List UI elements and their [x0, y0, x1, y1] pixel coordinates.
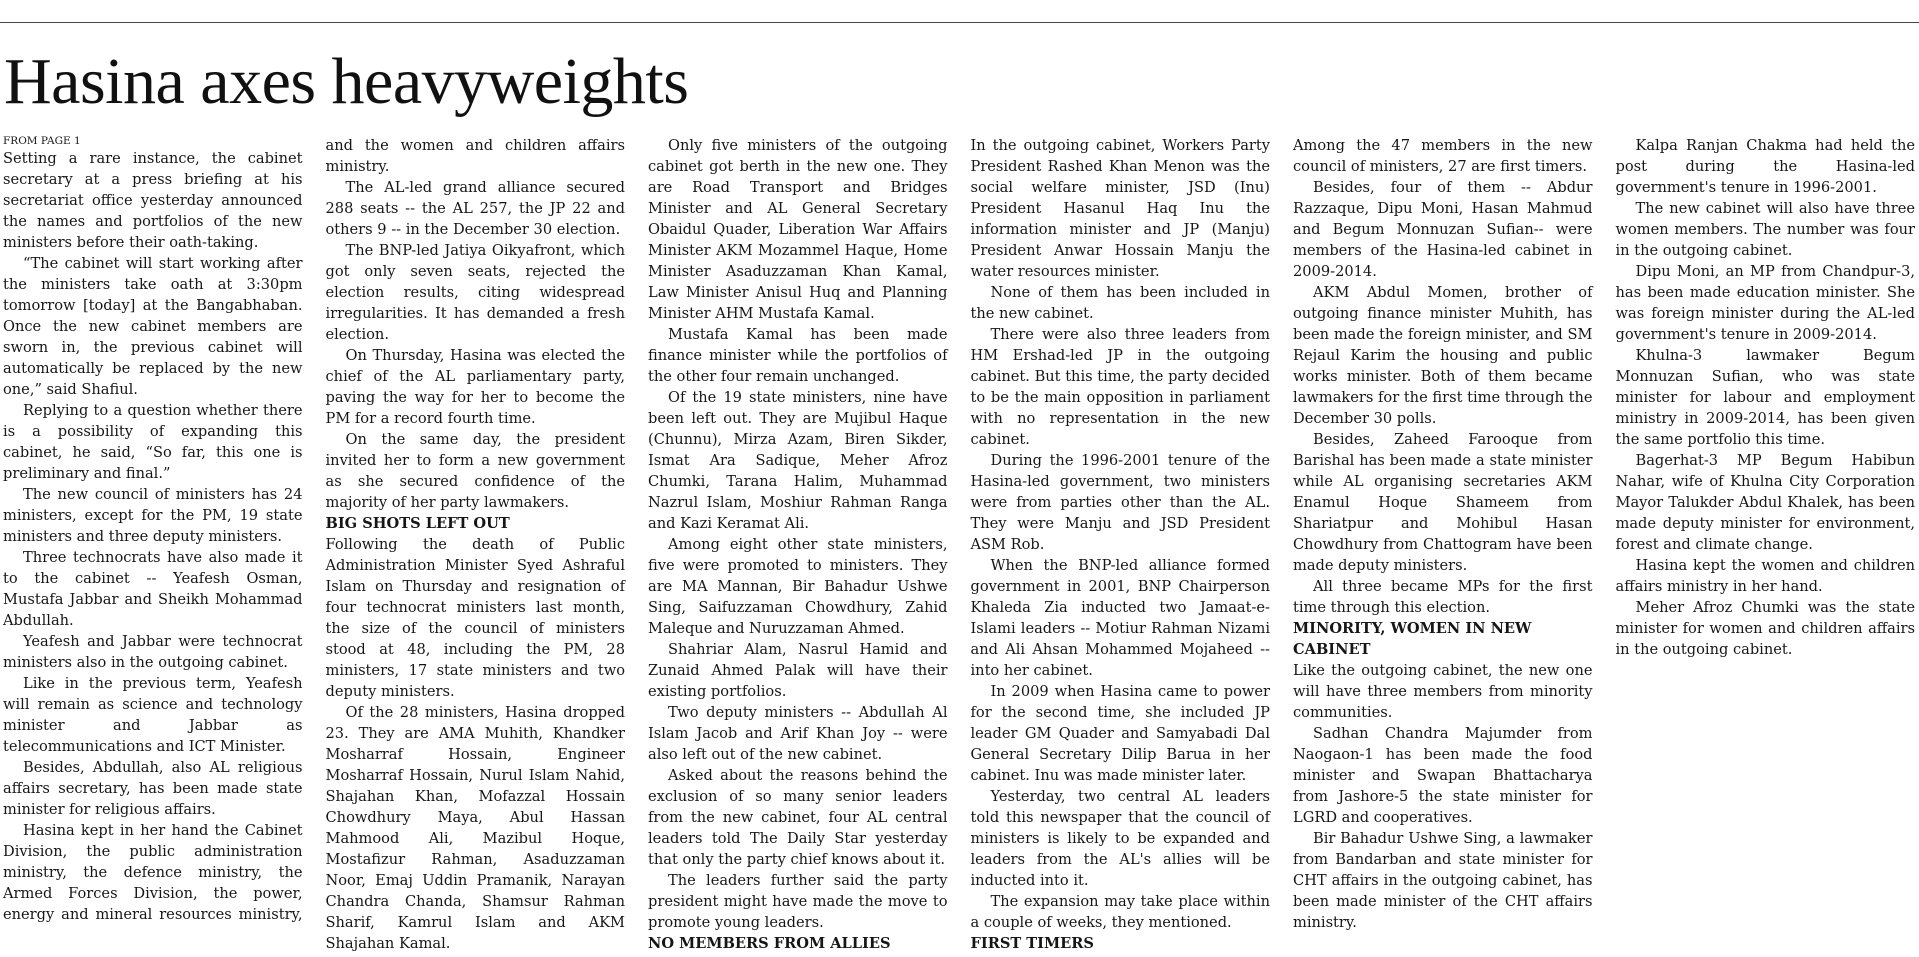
article-paragraph: Meher Afroz Chumki was the state minister for women and children affairs in the outgoing cabinet.	[1615, 599, 1915, 658]
article-paragraph: Asked about the reasons behind the exclusion of so many senior leaders from the new cabinet, four AL central leaders told The Daily Star yesterday that only the party chief knows about it.	[648, 767, 948, 868]
article-paragraph: Only five ministers of the outgoing cabinet got berth in the new one. They are Road Transport and Bridges Minister and AL General Secretary Obaidul Quader, Liberation War Affairs Minister AKM Mozammel Haque, Home Minister Asaduzzaman Khan Kamal, Law Minister Anisul Huq and Planning Minister AHM Mustafa Kamal.	[648, 137, 948, 322]
article-paragraph: Among eight other state ministers, five were promoted to ministers. They are MA Mannan, Bir Bahadur Ushwe Sing, Saifuzzaman Chowdhury, Zahid Maleque and Nuruzzaman Ahmed.	[648, 536, 948, 637]
article-paragraph: “The cabinet will start working after the ministers take oath at 3:30pm tomorrow [today] at the Bangabhaban. Once the new cabinet members are sworn in, the previous cabinet will automatically be replaced by the new one,” said Shafiul.	[3, 255, 303, 398]
article-paragraph: There were also three leaders from HM Ershad-led JP in the outgoing cabinet. But this time, the party decided to be the main opposition in parliament with no representation in the new cabinet.	[970, 326, 1270, 448]
article-paragraph: Besides, four of them -- Abdur Razzaque, Dipu Moni, Hasan Mahmud and Begum Monnuzan Sufian-- were members of the Hasina-led cabinet in 2009-2014.	[1293, 179, 1593, 280]
top-rule	[0, 22, 1919, 23]
article-paragraph: Bir Bahadur Ushwe Sing, a lawmaker from Bandarban and state minister for CHT affairs in the outgoing cabinet, has been made minister of the CHT affairs ministry.	[1293, 830, 1593, 931]
article-paragraph: AKM Abdul Momen, brother of outgoing finance minister Muhith, has been made the foreign minister, and SM Rejaul Karim the housing and public works minister. Both of them became lawmakers for the first time through the December 30 polls.	[1293, 284, 1593, 427]
article-paragraph: Setting a rare instance, the cabinet secretary at a press briefing at his secretariat office yesterday announced the names and portfolios of the new ministers before their oath-taking.	[3, 150, 303, 251]
article-paragraph: Like in the previous term, Yeafesh will remain as science and technology minister and Jabbar as telecommunications and ICT Minister.	[3, 675, 303, 755]
article-paragraph: The BNP-led Jatiya Oikyafront, which got only seven seats, rejected the election results, citing widespread irregularities. It has demanded a fresh election.	[325, 242, 625, 343]
headline: Hasina axes heavyweights	[4, 45, 689, 118]
article-paragraph: Among the 47 members in the new council of ministers, 27 are first timers.	[1293, 137, 1593, 175]
article-paragraph: All three became MPs for the first time through this election.	[1293, 578, 1593, 616]
article-paragraph: None of them has been included in the new cabinet.	[970, 284, 1270, 322]
article-paragraph: Yesterday, two central AL leaders told this newspaper that the council of ministers is likely to be expanded and leaders from the AL's allies will be inducted into it.	[970, 788, 1270, 889]
article-paragraph: On Thursday, Hasina was elected the chief of the AL parliamentary party, paving the way for her to become the PM for a record fourth time.	[325, 347, 625, 427]
article-paragraph: Two deputy ministers -- Abdullah Al Islam Jacob and Arif Khan Joy -- were also left out of the new cabinet.	[648, 704, 948, 763]
article-paragraph: During the 1996-2001 tenure of the Hasina-led government, two ministers were from parties other than the AL. They were Manju and JSD President ASM Rob.	[970, 452, 1270, 553]
article-paragraph: Three technocrats have also made it to the cabinet -- Yeafesh Osman, Mustafa Jabbar and Sheikh Mohammad Abdullah.	[3, 549, 303, 629]
article-paragraph: Sadhan Chandra Majumder from Naogaon-1 has been made the food minister and Swapan Bhattacharya from Jashore-5 the state minister for LGRD and cooperatives.	[1293, 725, 1593, 826]
article-paragraph: Khulna-3 lawmaker Begum Monnuzan Sufian, who was state minister for labour and employment ministry in 2009-2014, has been given the same portfolio this time.	[1615, 347, 1915, 448]
article-paragraph: In the outgoing cabinet, Workers Party President Rashed Khan Menon was the social welfare minister, JSD (Inu) President Hasanul Haq Inu the information minister and JP (Manju) President Anwar Hossain Manju the water resources minister.	[970, 137, 1270, 280]
section-subhead: MINORITY, WOMEN IN NEW CABINET	[1293, 620, 1532, 658]
article-paragraph: Of the 19 state ministers, nine have been left out. They are Mujibul Haque (Chunnu), Mirza Azam, Biren Sikder, Ismat Ara Sadique, Meher Afroz Chumki, Tarana Halim, Muhammad Nazrul Islam, Moshiur Rahman Ranga and Kazi Keramat Ali.	[648, 389, 948, 532]
article-paragraph: Like the outgoing cabinet, the new one will have three members from minority communities.	[1293, 662, 1593, 721]
article-paragraph: In 2009 when Hasina came to power for the second time, she included JP leader GM Quader and Samyabadi Dal General Secretary Dilip Barua in her cabinet. Inu was made minister later.	[970, 683, 1270, 784]
article-paragraph: The expansion may take place within a couple of weeks, they mentioned.	[970, 893, 1270, 931]
article-paragraph: Yeafesh and Jabbar were technocrat ministers also in the outgoing cabinet.	[3, 633, 303, 671]
article-paragraph: Shahriar Alam, Nasrul Hamid and Zunaid Ahmed Palak will have their existing portfolios.	[648, 641, 948, 700]
article-paragraph: Bagerhat-3 MP Begum Habibun Nahar, wife of Khulna City Corporation Mayor Talukder Abdul Khalek, has been made deputy minister for environment, forest and climate change.	[1615, 452, 1915, 553]
article-paragraph: The new cabinet will also have three women members. The number was four in the outgoing cabinet.	[1615, 200, 1915, 259]
article-paragraph: Besides, Abdullah, also AL religious affairs secretary, has been made state minister for religious affairs.	[3, 759, 303, 818]
article-paragraph: When the BNP-led alliance formed government in 2001, BNP Chairperson Khaleda Zia inducted two Jamaat-e-Islami leaders -- Motiur Rahman Nizami and Ali Ahsan Mohammed Mojaheed -- into her cabinet.	[970, 557, 1270, 679]
article-paragraph: Following the death of Public Administration Minister Syed Ashraful Islam on Thursday and resignation of four technocrat ministers last month, the size of the council of ministers stood at 48, including the PM, 28 ministers, 17 state ministers and two deputy ministers.	[325, 536, 625, 700]
article-paragraph: Of the 28 ministers, Hasina dropped 23. They are AMA Muhith, Khandker Mosharraf Hossain, Engineer Mosharraf Hossain, Nurul Islam Nahid, Shajahan Khan, Mofazzal Hossain Chowdhury Maya, Abul Hassan Mahmood Ali, Mazibul Hoque, Mostafizur Rahman, Asaduzzaman Noor, Emaj Uddin Pramanik, Narayan Chandra Chanda, Shamsur Rahman Sharif, Kamrul Islam and AKM Shajahan Kamal.	[325, 704, 625, 952]
article-paragraph: Hasina kept the women and children affairs ministry in her hand.	[1615, 557, 1915, 595]
article-paragraph: Hasina kept in her hand the Cabinet Division, the public administration ministry, the defence ministry, the Armed Forces Division, the power, energy and mineral resources ministry, and the women and children affairs ministry.	[3, 137, 625, 923]
article-paragraph: Dipu Moni, an MP from Chandpur-3, has been made education minister. She was foreign minister during the AL-led government's tenure in 2009-2014.	[1615, 263, 1915, 343]
article-paragraph: The leaders further said the party president might have made the move to promote young leaders.	[648, 872, 948, 931]
article-paragraph: Replying to a question whether there is a possibility of expanding this cabinet, he said, “So far, this one is preliminary and final.”	[3, 402, 303, 482]
article-text	[3, 135, 1915, 955]
article-body	[3, 135, 1915, 955]
article-paragraph: On the same day, the president invited her to form a new government as she secured confidence of the majority of her party lawmakers.	[325, 431, 625, 511]
article-paragraph: The new council of ministers has 24 ministers, except for the PM, 19 state ministers and three deputy ministers.	[3, 486, 303, 545]
article-paragraph: The AL-led grand alliance secured 288 seats -- the AL 257, the JP 22 and others 9 -- in the December 30 election.	[325, 179, 625, 238]
article-paragraph: Kalpa Ranjan Chakma had held the post during the Hasina-led government's tenure in 1996-2001.	[1615, 137, 1915, 196]
section-subhead: BIG SHOTS LEFT OUT	[325, 515, 510, 532]
section-subhead: NO MEMBERS FROM ALLIES	[648, 935, 891, 952]
section-subhead: FIRST TIMERS	[970, 935, 1094, 952]
article-paragraph: Mustafa Kamal has been made finance minister while the portfolios of the other four remain unchanged.	[648, 326, 948, 385]
article-paragraph: Besides, Zaheed Farooque from Barishal has been made a state minister while AL organising secretaries AKM Enamul Hoque Shameem from Shariatpur and Mohibul Hasan Chowdhury from Chattogram have been made deputy ministers.	[1293, 431, 1593, 574]
dateline: FROM PAGE 1	[3, 135, 81, 147]
